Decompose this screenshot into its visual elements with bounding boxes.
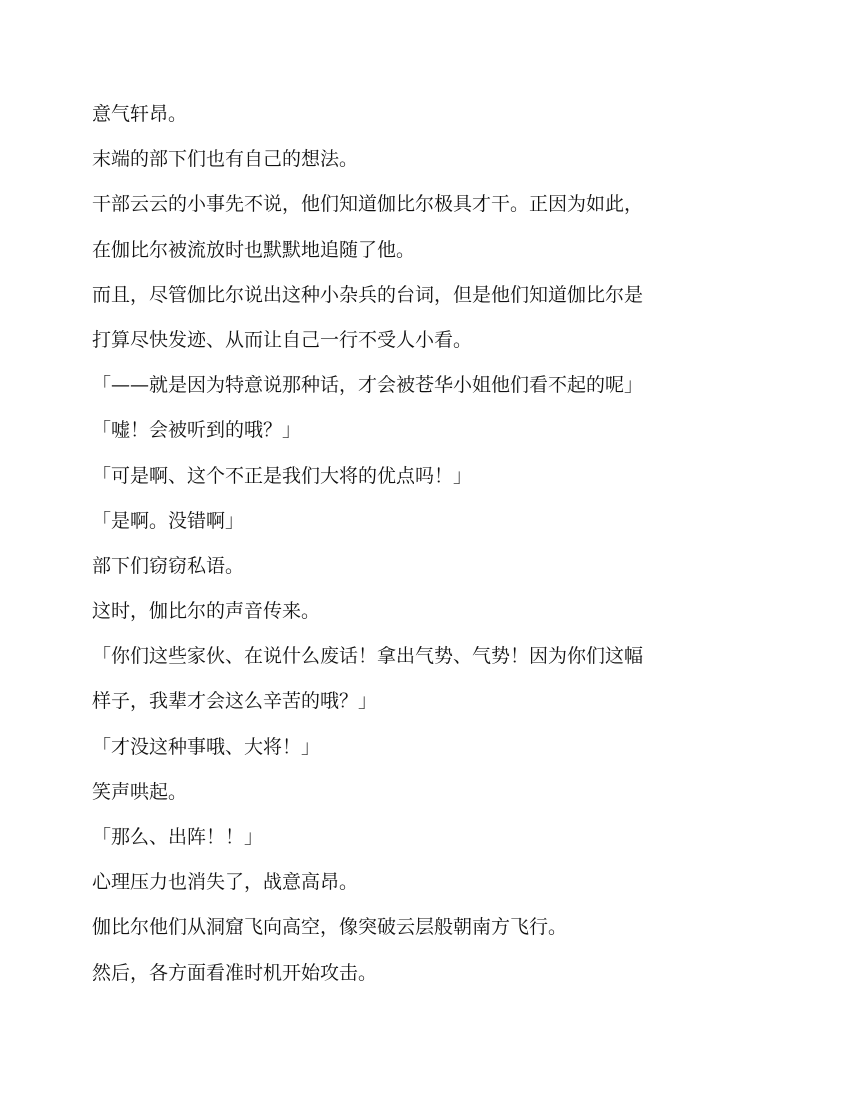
text-body: [92, 92, 792, 996]
text-line: 而且，尽管伽比尔说出这种小杂兵的台词，但是他们知道伽比尔是: [92, 283, 644, 306]
text-line: 「才没这种事哦、大将！」: [92, 735, 321, 758]
text-line: 「那么、出阵！！」: [92, 826, 264, 848]
text-line: 然后，各方面看准时机开始攻击。: [92, 961, 378, 984]
text-line: 意气轩昂。: [92, 103, 188, 125]
text-line: 心理压力也消失了，战意高昂。: [92, 871, 359, 894]
text-line: 「——就是因为特意说那种话，才会被苍华小姐他们看不起的呢」: [92, 374, 644, 397]
text-line: 伽比尔他们从洞窟飞向高空，像突破云层般朝南方飞行。: [92, 916, 568, 939]
text-line: 「嘘！会被听到的哦？」: [92, 419, 302, 442]
text-line: 打算尽快发迹、从而让自己一行不受人小看。: [92, 328, 473, 351]
text-line: 在伽比尔被流放时也默默地追随了他。: [92, 238, 416, 261]
text-line: 末端的部下们也有自己的想法。: [92, 148, 359, 171]
text-line: 样子，我辈才会这么辛苦的哦？」: [92, 690, 378, 713]
text-line: 干部云云的小事先不说，他们知道伽比尔极具才干。正因为如此，: [92, 193, 644, 216]
text-line: 「可是啊、这个不正是我们大将的优点吗！」: [92, 464, 473, 487]
text-line: 笑声哄起。: [92, 780, 188, 803]
text-line: 「你们这些家伙、在说什么废话！拿出气势、气势！因为你们这幅: [92, 645, 644, 668]
text-line: 这时，伽比尔的声音传来。: [92, 600, 321, 623]
text-line: 「是啊。没错啊」: [92, 509, 245, 532]
text-line: 部下们窃窃私语。: [92, 554, 245, 577]
